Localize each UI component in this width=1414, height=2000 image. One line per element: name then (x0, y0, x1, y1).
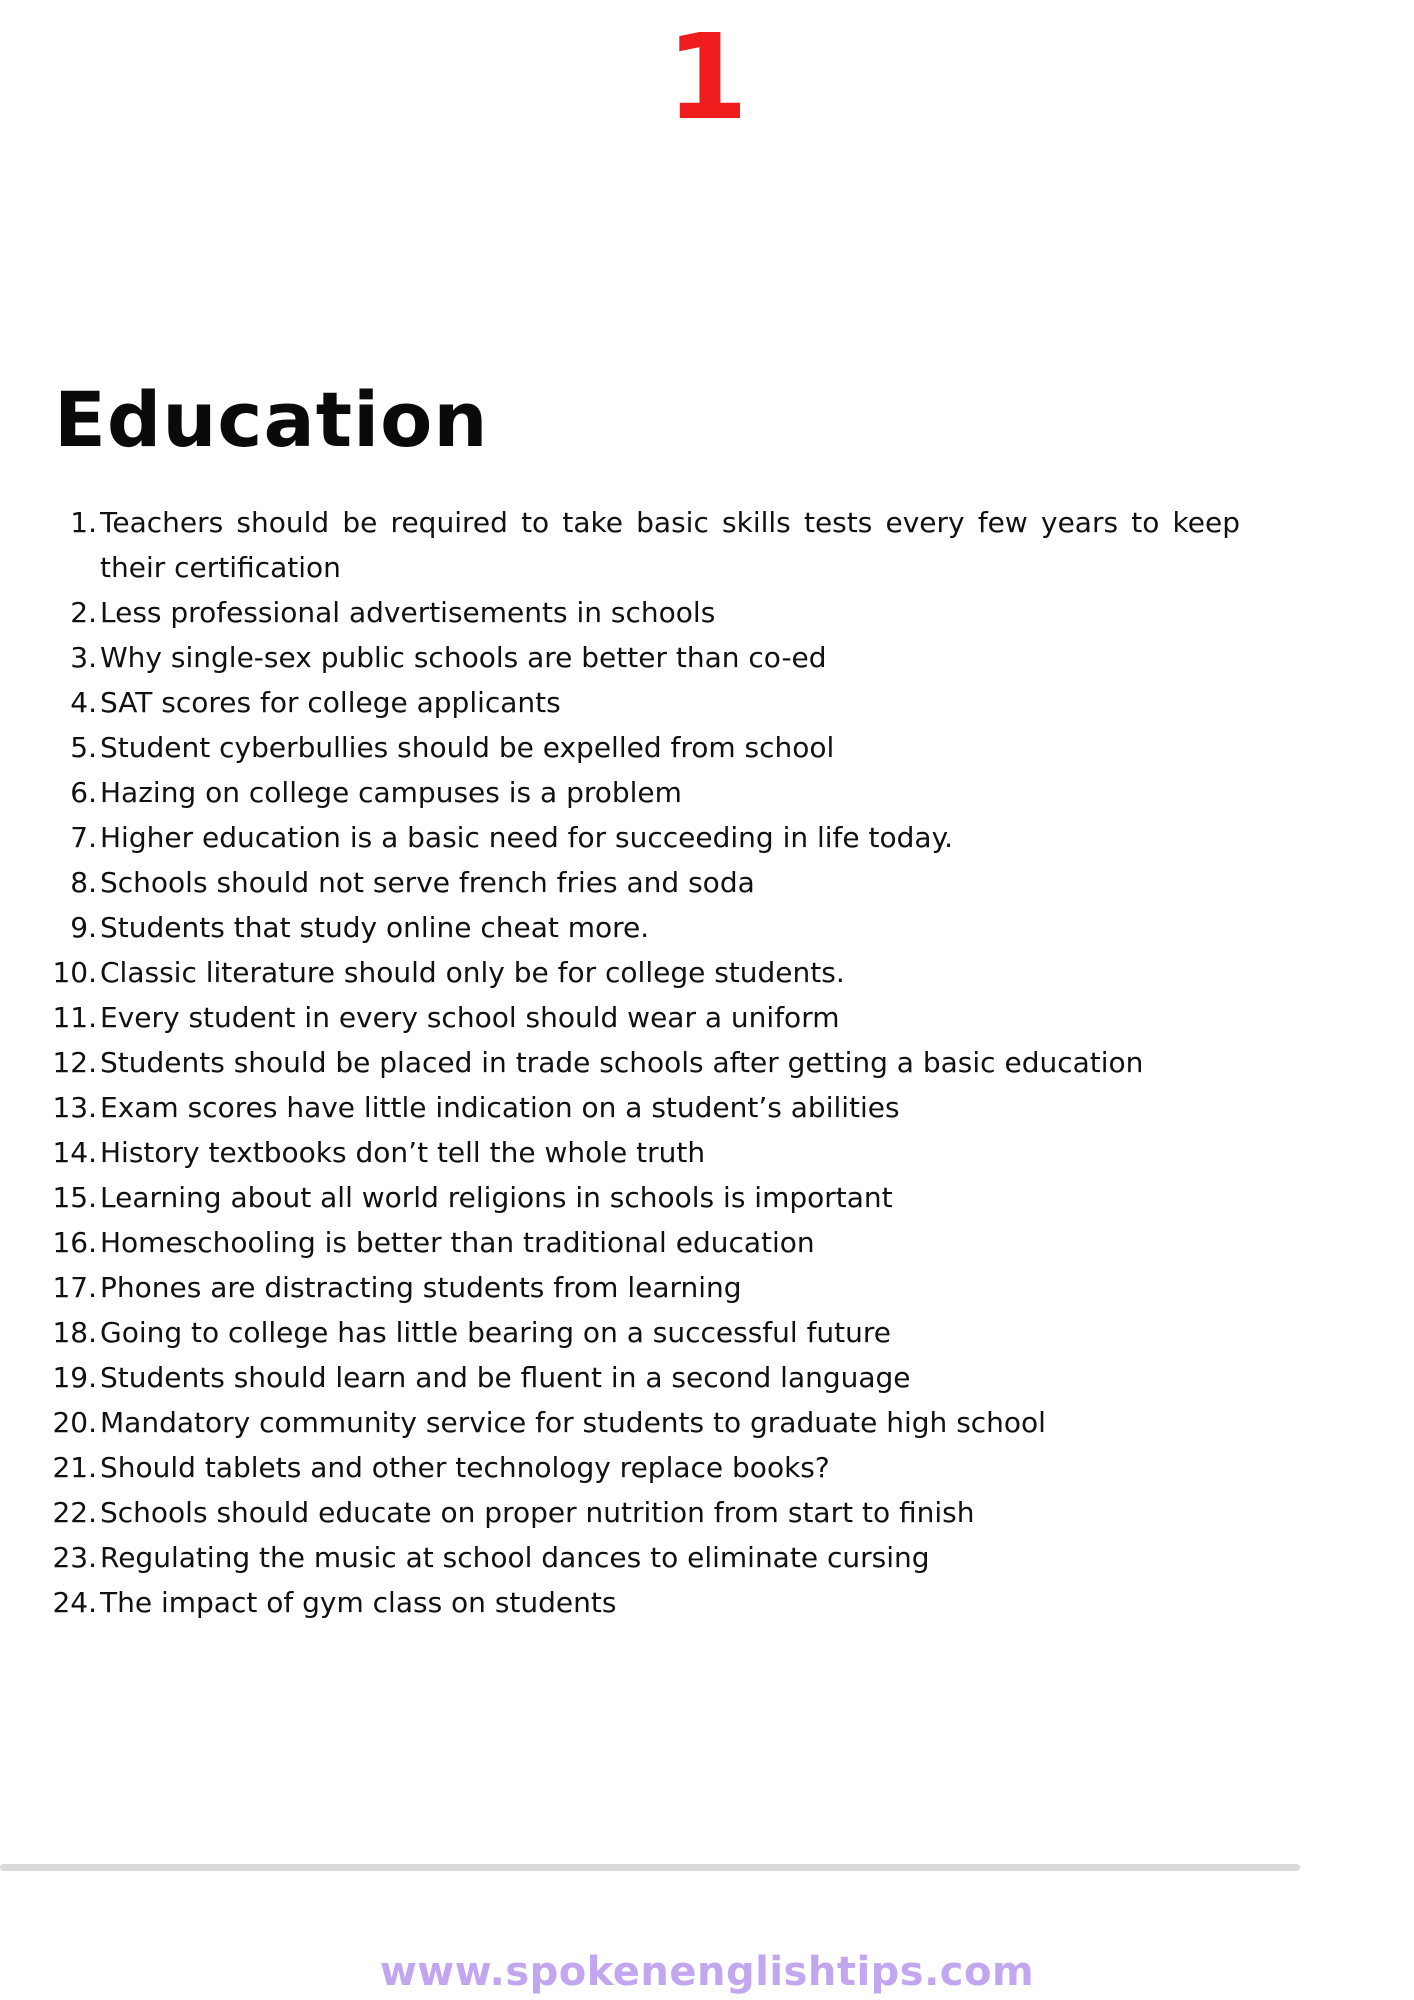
list-item-number: 10. (52, 956, 97, 989)
list-item-number: 14. (52, 1136, 97, 1169)
list-item-number: 17. (52, 1271, 97, 1304)
topic-list (0, 500, 1240, 1625)
list-item-text: Higher education is a basic need for succeeding in life today. (100, 821, 954, 854)
list-item-text: Less professional advertisements in schools (100, 596, 716, 629)
list-item (0, 1265, 1240, 1310)
list-item-text: Hazing on college campuses is a problem (100, 776, 682, 809)
list-item (0, 1130, 1240, 1175)
list-item (0, 950, 1240, 995)
list-item (0, 815, 1240, 860)
list-item-number: 19. (52, 1361, 97, 1394)
page-title: Education (54, 375, 489, 464)
list-item-text: Phones are distracting students from learning (100, 1271, 742, 1304)
list-item-text: Student cyberbullies should be expelled from school (100, 731, 835, 764)
list-item-number: 23. (52, 1541, 97, 1574)
list-item-number: 11. (52, 1001, 97, 1034)
list-item (0, 995, 1240, 1040)
list-item (0, 860, 1240, 905)
list-item (0, 680, 1240, 725)
list-item-number: 13. (52, 1091, 97, 1124)
list-item (0, 1220, 1240, 1265)
list-item (0, 1355, 1240, 1400)
list-item-number: 15. (52, 1181, 97, 1214)
list-item-text: Classic literature should only be for college students. (100, 956, 845, 989)
list-item (0, 1490, 1240, 1535)
list-item-number: 6. (70, 776, 97, 809)
list-item (0, 500, 1240, 590)
list-item (0, 1175, 1240, 1220)
list-item-text: Going to college has little bearing on a successful future (100, 1316, 892, 1349)
list-item-text: Students that study online cheat more. (100, 911, 650, 944)
list-item-text: Teachers should be required to take basic skills tests every few years to keep their certification (100, 506, 1240, 584)
list-item-number: 22. (52, 1496, 97, 1529)
list-item-text: Every student in every school should wear a uniform (100, 1001, 840, 1034)
list-item (0, 1445, 1240, 1490)
list-item (0, 1040, 1240, 1085)
list-item (0, 1085, 1240, 1130)
page-number: 1 (665, 8, 749, 146)
list-item (0, 1310, 1240, 1355)
list-item-number: 8. (70, 866, 97, 899)
list-item-text: History textbooks don’t tell the whole truth (100, 1136, 706, 1169)
list-item-number: 16. (52, 1226, 97, 1259)
list-item-text: Should tablets and other technology replace books? (100, 1451, 830, 1484)
list-item-number: 12. (52, 1046, 97, 1079)
list-item-number: 7. (70, 821, 97, 854)
list-item-number: 2. (70, 596, 97, 629)
list-item-text: Schools should not serve french fries and soda (100, 866, 755, 899)
list-item-number: 21. (52, 1451, 97, 1484)
list-item-number: 9. (70, 911, 97, 944)
list-item-number: 18. (52, 1316, 97, 1349)
list-item (0, 770, 1240, 815)
list-item-number: 3. (70, 641, 97, 674)
list-item-number: 4. (70, 686, 97, 719)
list-item-number: 5. (70, 731, 97, 764)
list-item (0, 905, 1240, 950)
list-item-number: 24. (52, 1586, 97, 1619)
list-item-text: Learning about all world religions in schools is important (100, 1181, 893, 1214)
list-item-number: 20. (52, 1406, 97, 1439)
divider (0, 1864, 1300, 1871)
list-item-text: Regulating the music at school dances to eliminate cursing (100, 1541, 930, 1574)
list-item-text: SAT scores for college applicants (100, 686, 561, 719)
list-item (0, 1535, 1240, 1580)
list-item-text: Exam scores have little indication on a student’s abilities (100, 1091, 900, 1124)
list-item (0, 725, 1240, 770)
list-item (0, 1400, 1240, 1445)
list-item-text: Mandatory community service for students to graduate high school (100, 1406, 1046, 1439)
list-item-text: The impact of gym class on students (100, 1586, 617, 1619)
list-item-text: Why single-sex public schools are better than co-ed (100, 641, 827, 674)
list-item-text: Schools should educate on proper nutrition from start to finish (100, 1496, 975, 1529)
list-item-text: Homeschooling is better than traditional education (100, 1226, 815, 1259)
list-item-text: Students should learn and be fluent in a second language (100, 1361, 911, 1394)
list-item (0, 1580, 1240, 1625)
list-item-number: 1. (70, 506, 97, 539)
list-item (0, 635, 1240, 680)
list-item (0, 590, 1240, 635)
list-item-text: Students should be placed in trade schools after getting a basic education (100, 1046, 1144, 1079)
website-url: www.spokenenglishtips.com (379, 1949, 1035, 1995)
